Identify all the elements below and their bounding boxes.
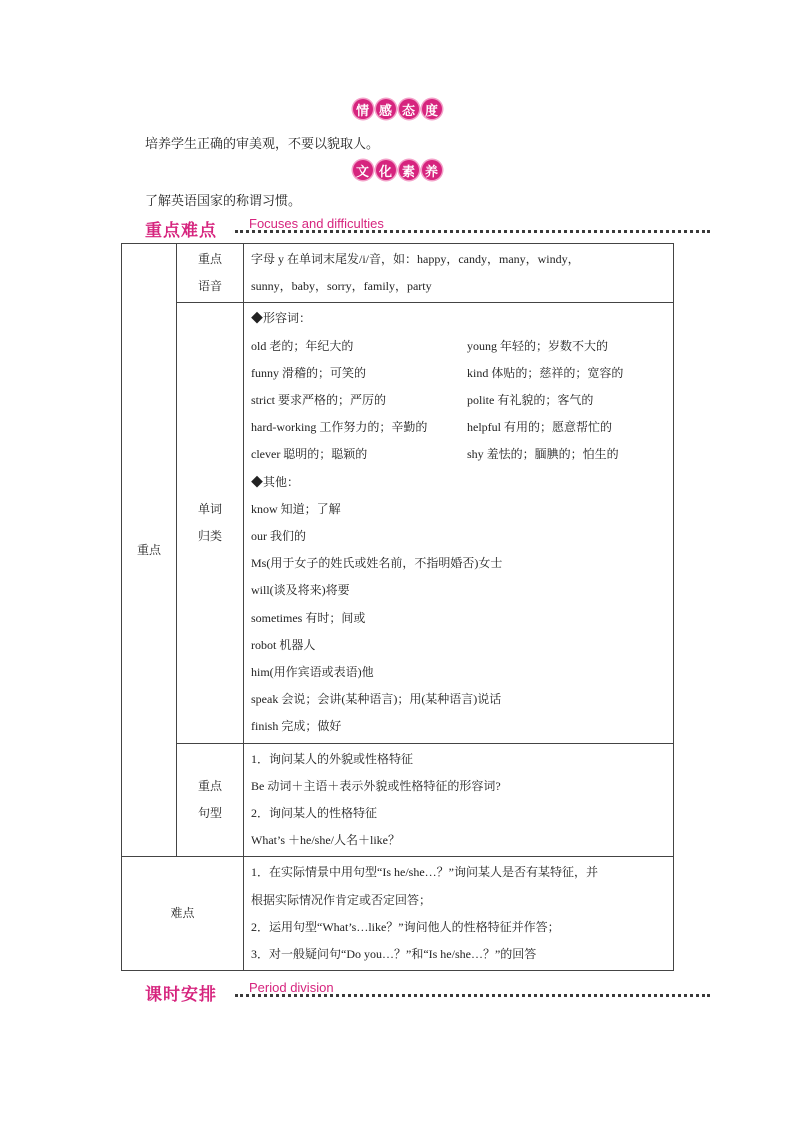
text-line: 1．询问某人的外貌或性格特征: [251, 751, 414, 766]
adj-heading: ◆形容词：: [251, 311, 312, 326]
period-heading-en: Period division: [249, 980, 334, 995]
word: shy 羞怯的；腼腆的；怕生的: [467, 447, 619, 462]
period-heading-cn: 课时安排: [145, 985, 217, 1005]
word: robot 机器人: [251, 637, 316, 652]
culture-badge: [0, 160, 794, 180]
badge-char: 情: [353, 99, 373, 119]
word: hard-working 工作努力的；辛勤的: [251, 420, 428, 435]
text-line: 1．在实际情景中用句型“Is he/she…？”询问某人是否有某特征，并: [251, 865, 598, 880]
word: kind 体贴的；慈祥的；宽容的: [467, 365, 624, 380]
badge-char: 感: [376, 99, 396, 119]
label-line: 语音: [197, 279, 222, 294]
text-line: 字母 y 在单词末尾发/i/音，如：happy，candy，many，windy，: [251, 252, 580, 266]
adj-row: [251, 414, 666, 441]
word: sometimes 有时；间或: [251, 610, 366, 625]
word: old 老的；年纪大的: [251, 338, 354, 353]
nandian-label: 难点: [122, 857, 244, 971]
word: know 知道；了解: [251, 501, 341, 516]
text-line: Be 动词＋主语＋表示外貌或性格特征的形容词?: [251, 778, 501, 793]
text-line: 2．运用句型“What’s…like？”询问他人的性格特征并作答；: [251, 919, 560, 934]
word: him(用作宾语或表语)他: [251, 665, 374, 680]
adj-row: [251, 360, 666, 387]
vocab-content: [244, 303, 674, 743]
word: speak 会说；会讲(某种语言)；用(某种语言)说话: [251, 692, 502, 707]
difficulties-content: [244, 857, 674, 971]
word: finish 完成；做好: [251, 719, 342, 734]
word: young 年轻的；岁数不大的: [467, 338, 609, 353]
adj-row: [251, 441, 666, 468]
word: Ms(用于女子的姓氏或姓名前，不指明婚否)女士: [251, 556, 503, 571]
word: polite 有礼貌的；客气的: [467, 393, 594, 408]
label-line: 句型: [197, 806, 222, 821]
culture-text: 了解英语国家的称谓习惯。: [145, 194, 302, 209]
period-heading: [145, 980, 710, 1006]
vocab-label: [177, 303, 244, 743]
zhongdian-label: 重点: [122, 244, 177, 857]
focus-heading-cn: 重点难点: [145, 221, 217, 241]
focus-table: [121, 243, 674, 971]
badge-char: 文: [353, 160, 373, 180]
sentences-content: [244, 743, 674, 857]
label-line: 重点: [197, 252, 222, 267]
badge-char: 度: [422, 99, 442, 119]
word: will(谈及将来)将要: [251, 583, 350, 598]
text-line: sunny，baby，sorry，family，party: [251, 279, 432, 294]
focus-heading-en: Focuses and difficulties: [249, 216, 384, 231]
text-line: 2．询问某人的性格特征: [251, 806, 378, 821]
label-line: 重点: [197, 779, 222, 794]
emotion-text: 培养学生正确的审美观，不要以貌取人。: [145, 137, 380, 152]
adj-row: [251, 333, 666, 360]
adj-row: [251, 387, 666, 414]
text-line: 根据实际情况作肯定或否定回答；: [251, 892, 432, 907]
word: helpful 有用的；愿意帮忙的: [467, 420, 612, 435]
pronunciation-content: [244, 244, 674, 303]
badge-char: 养: [422, 160, 442, 180]
word: strict 要求严格的；严厉的: [251, 393, 386, 408]
other-heading: ◆其他：: [251, 474, 300, 489]
emotion-badge: [0, 99, 794, 119]
badge-char: 态: [399, 99, 419, 119]
sentences-label: [177, 743, 244, 857]
text-line: 3．对一般疑问句“Do you…？”和“Is he/she…？”的回答: [251, 947, 537, 962]
word: funny 滑稽的；可笑的: [251, 365, 366, 380]
label-line: 单词: [197, 502, 222, 517]
badge-char: 化: [376, 160, 396, 180]
word: our 我们的: [251, 529, 306, 544]
word: clever 聪明的；聪颖的: [251, 447, 368, 462]
label-line: 归类: [197, 529, 222, 544]
pronunciation-label: [177, 244, 244, 303]
text-line: What’s ＋he/she/人名＋like？: [251, 833, 400, 848]
focus-heading: [145, 216, 710, 242]
badge-char: 素: [399, 160, 419, 180]
